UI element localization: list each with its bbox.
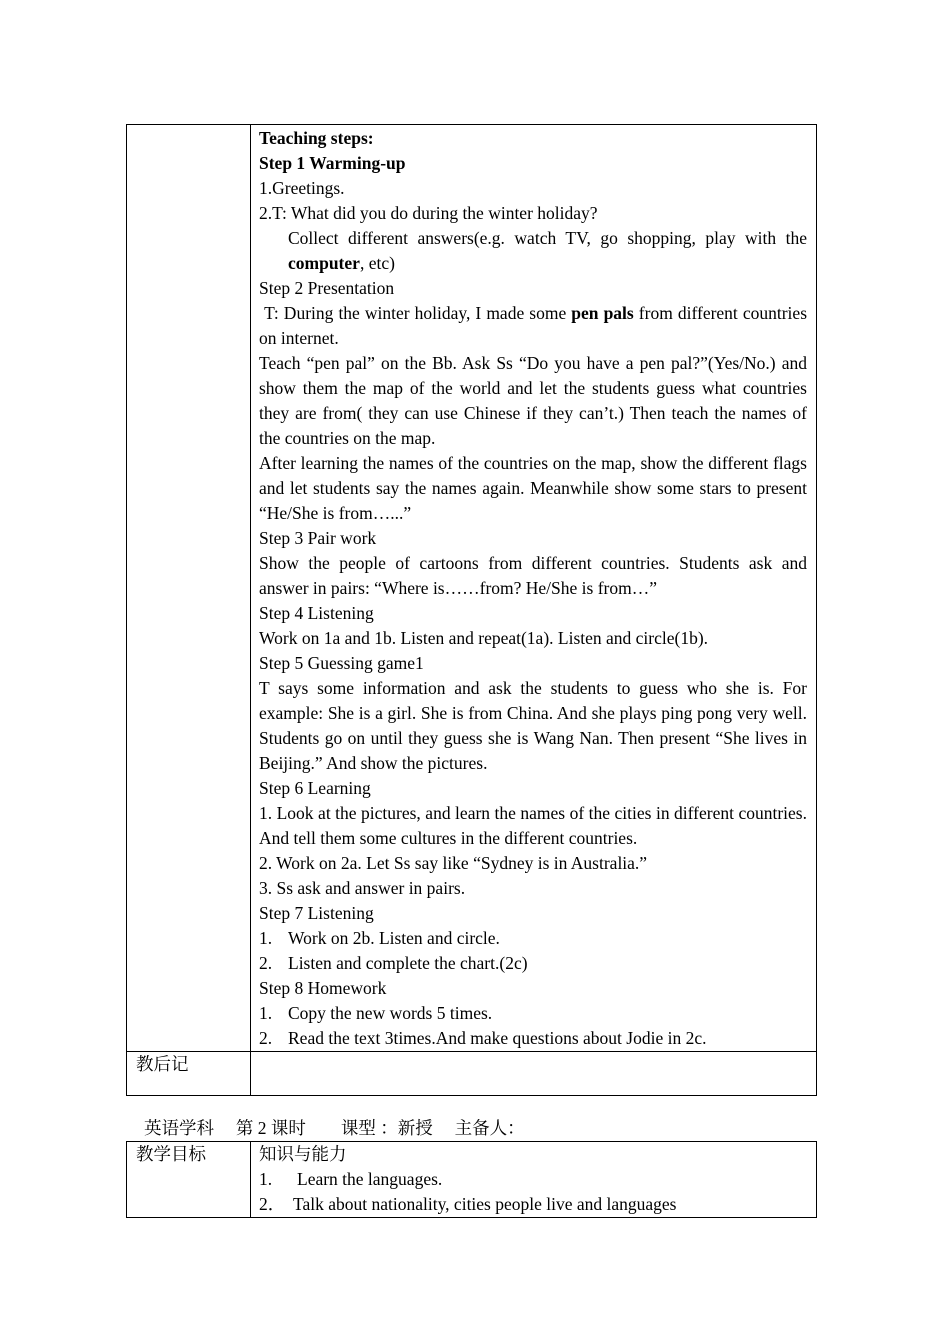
step2-title: Step 2 Presentation — [259, 278, 395, 298]
afterword-value-cell — [251, 1052, 817, 1096]
step6-paragraph: 3. Ss ask and answer in pairs. — [259, 878, 466, 898]
step7-list-item: 1. Work on 2b. Listen and circle. — [259, 928, 500, 948]
step4-paragraph: Work on 1a and 1b. Listen and repeat(1a). Listen and circle(1b). — [259, 628, 709, 648]
step1-collect-answers: Collect different answers(e.g. watch TV, go shopping, play with the computer, etc) — [288, 228, 807, 273]
step7-list-item: 2. Listen and complete the chart.(2c) — [259, 953, 528, 973]
teaching-steps-heading: Teaching steps: — [259, 128, 374, 148]
step3-title: Step 3 Pair work — [259, 528, 377, 548]
lesson-plan-table-1 — [126, 124, 817, 1096]
step1-line: 2.T: What did you do during the winter holiday? — [259, 203, 598, 223]
step2-paragraph: Teach “pen pal” on the Bb. Ask Ss “Do you have a pen pal?”(Yes/No.) and show them the map of the world and let the students guess what countries they are from( they can use Chinese if they can’t.) Then teach the names of the countries on the map. — [259, 353, 807, 448]
objectives-content-cell — [251, 1142, 817, 1218]
step6-paragraph: 2. Work on 2a. Let Ss say like “Sydney is in Australia.” — [259, 853, 648, 873]
objectives-label-cell — [127, 1142, 251, 1218]
objectives-subhead: 知识与能力 — [259, 1144, 347, 1164]
objective-item: 1. Learn the languages. — [259, 1169, 443, 1189]
step6-title: Step 6 Learning — [259, 778, 371, 798]
step1-title: Step 1 Warming-up — [259, 153, 406, 173]
step4-title: Step 4 Listening — [259, 603, 374, 623]
objective-item: 2． Talk about nationality, cities people live and languages — [259, 1194, 677, 1214]
lesson-plan-table-2 — [126, 1141, 817, 1218]
step8-list-item: 2. Read the text 3times.And make questions about Jodie in 2c. — [259, 1028, 707, 1048]
afterword-label: 教后记 — [136, 1054, 189, 1074]
objectives-label: 教学目标 — [136, 1144, 206, 1164]
step2-paragraph: After learning the names of the countries on the map, show the different flags and let students say the names again. Meanwhile show some stars to present “He/She is from…...” — [259, 453, 807, 523]
lesson2-header: 英语学科 第 2 课时 课型 ：新授 主备人： — [144, 1118, 525, 1138]
step7-title: Step 7 Listening — [259, 903, 374, 923]
step3-paragraph: Show the people of cartoons from different countries. Students ask and answer in pairs: “Where is……from? He/She is from…” — [259, 553, 807, 598]
afterword-label-cell — [127, 1052, 251, 1096]
step8-list-item: 1. Copy the new words 5 times. — [259, 1003, 493, 1023]
step5-title: Step 5 Guessing game1 — [259, 653, 424, 673]
step6-paragraph: 1. Look at the pictures, and learn the names of the cities in different countries. And tell them some cultures in the different countries. — [259, 803, 807, 848]
step8-title: Step 8 Homework — [259, 978, 387, 998]
teaching-steps-cell — [251, 125, 817, 1052]
label-cell-empty — [127, 125, 251, 1052]
step2-paragraph: T: During the winter holiday, I made some pen pals from different countries on internet. — [259, 303, 812, 348]
step1-line: 1.Greetings. — [259, 178, 345, 198]
step5-paragraph: T says some information and ask the students to guess who she is. For example: She is a girl. She is from China. And she plays ping pong very well. Students go on until they guess she is Wang Nan. Then present “She lives in Beijing.” And show the pictures. — [259, 678, 807, 773]
